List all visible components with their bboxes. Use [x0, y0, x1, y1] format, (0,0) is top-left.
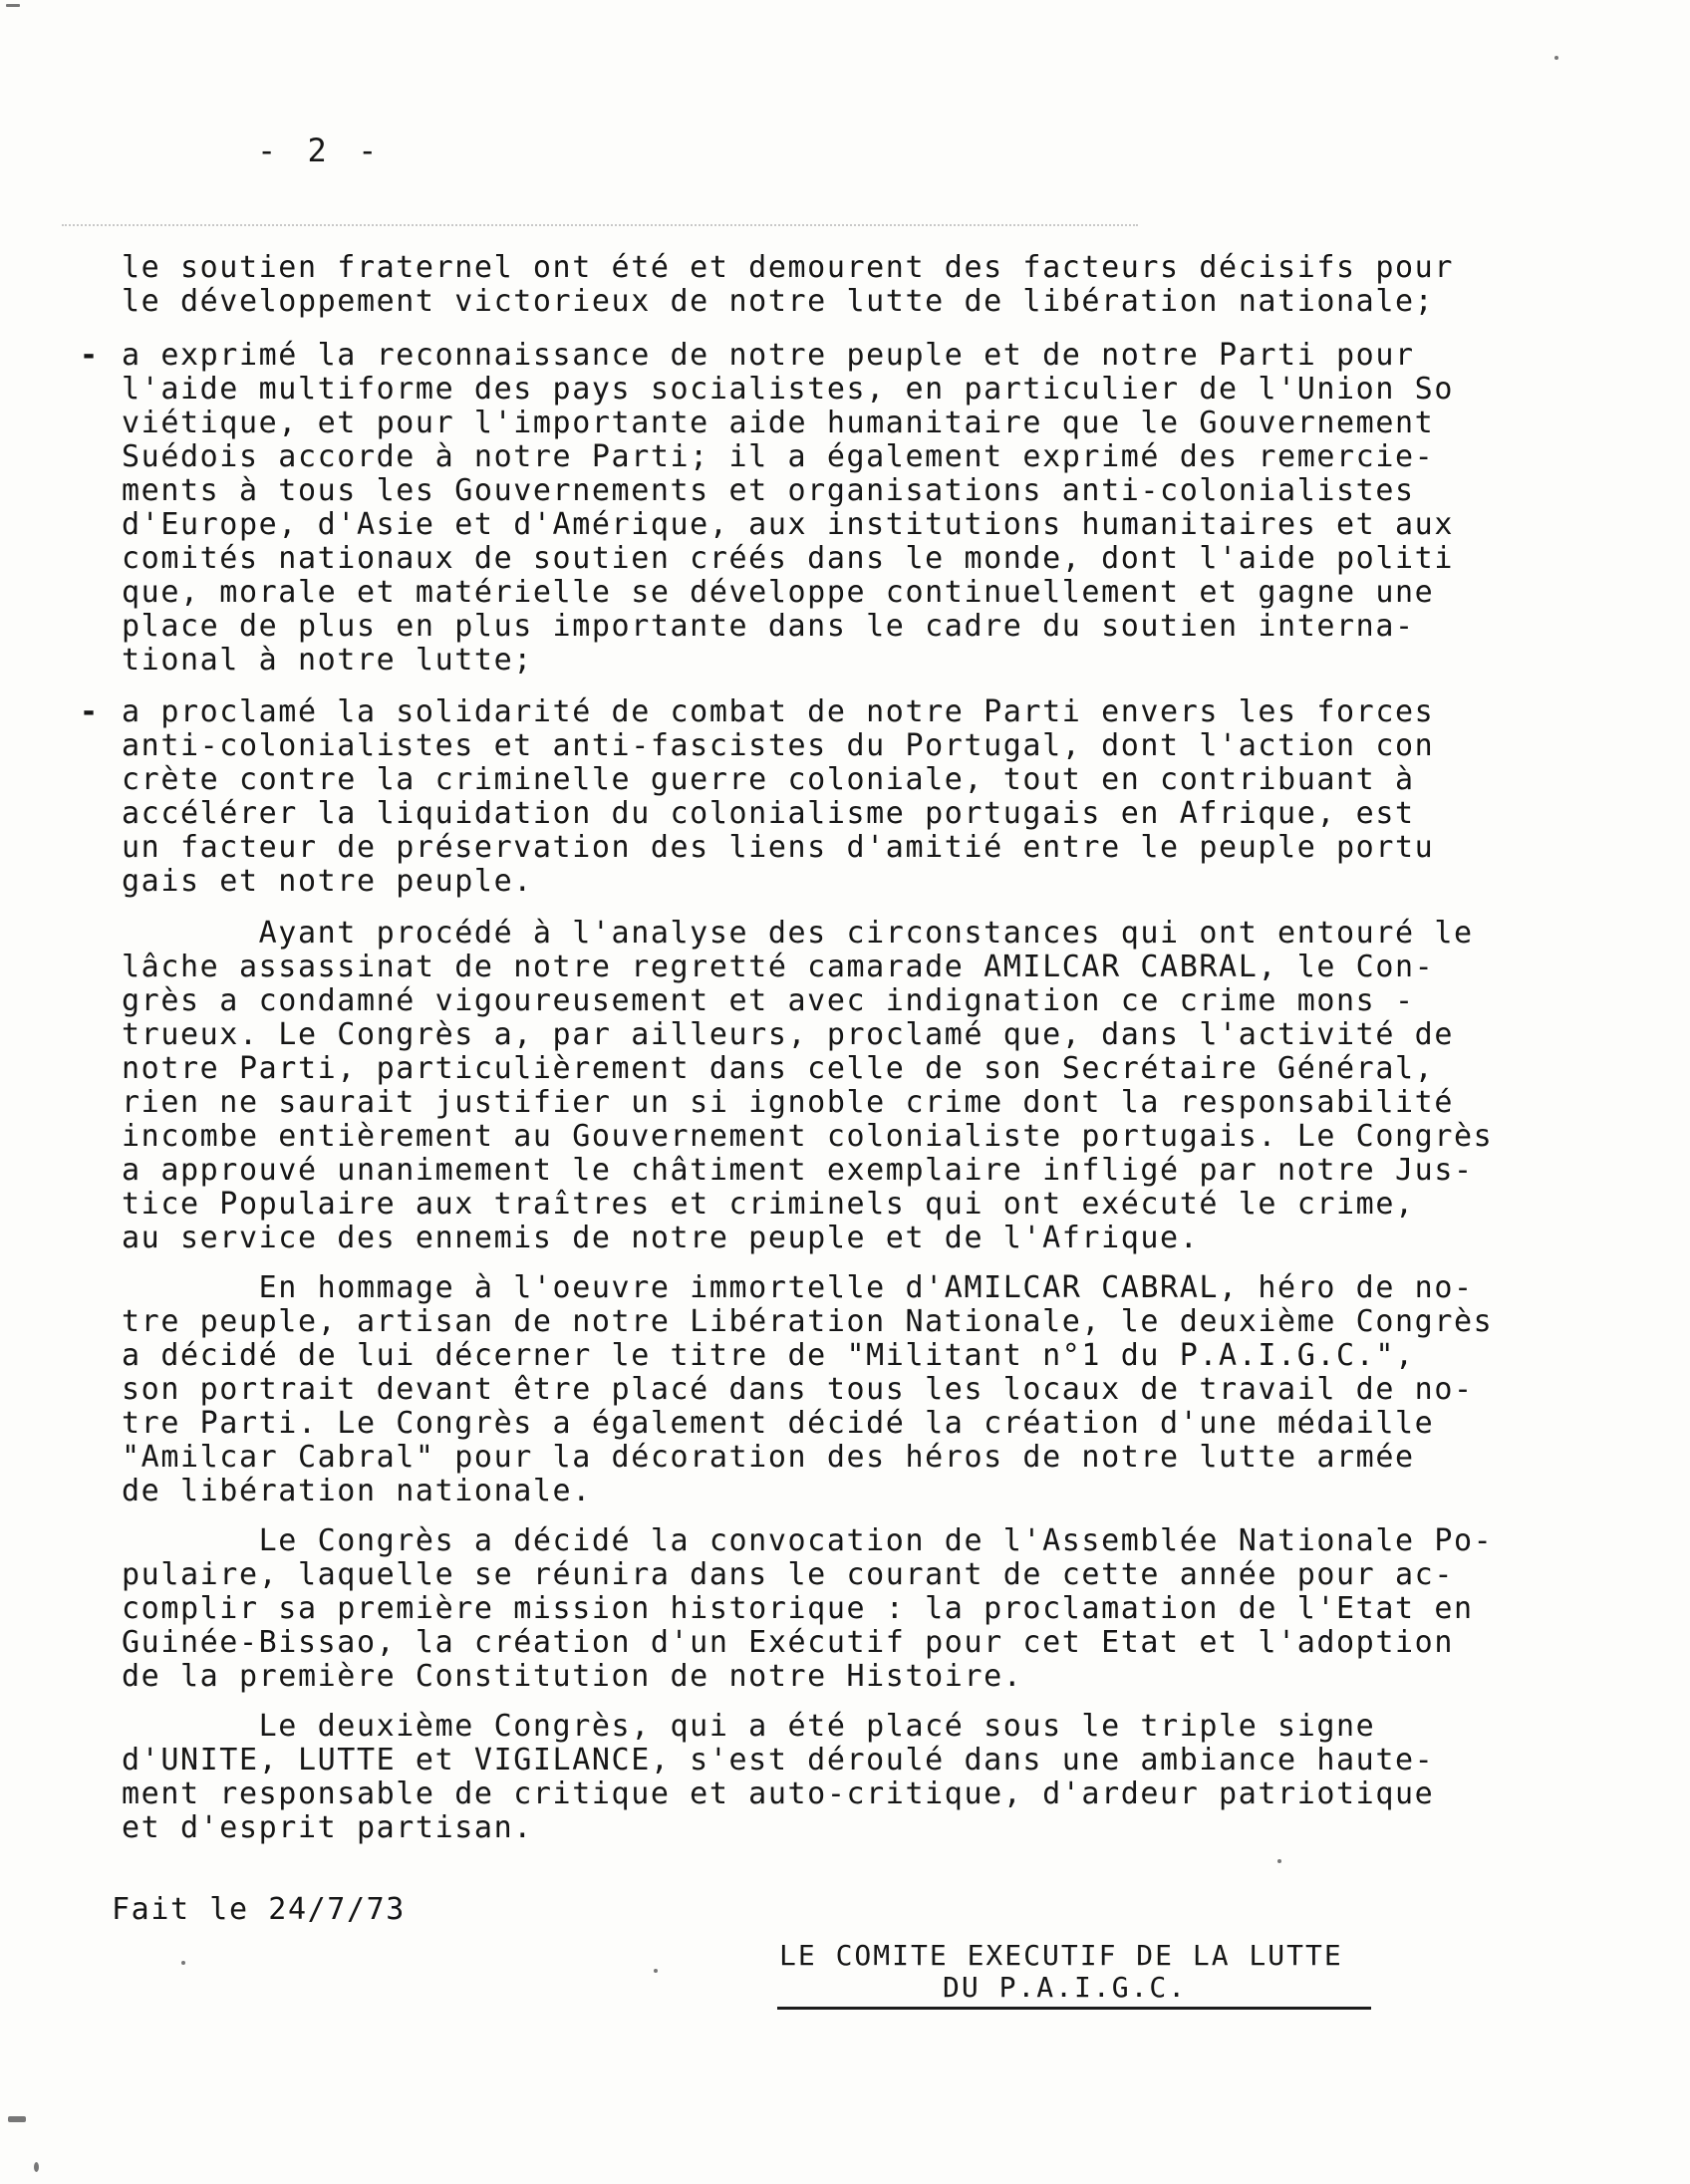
paragraph-line: tre peuple, artisan de notre Libération Nationale, le deuxième Congrès [122, 1304, 1494, 1339]
paragraph-line: trueux. Le Congrès a, par ailleurs, proclamé que, dans l'activité de [122, 1017, 1454, 1052]
scan-speck [1277, 1859, 1281, 1863]
bullet-line: que, morale et matérielle se développe continuellement et gagne une [122, 575, 1435, 610]
paragraph-line: Guinée-Bissao, la création d'un Exécutif pour cet Etat et l'adoption [122, 1625, 1454, 1660]
scan-speck [1554, 56, 1558, 60]
bullet-line: a exprimé la reconnaissance de notre peuple et de notre Parti pour [122, 338, 1415, 373]
scan-speck [181, 1961, 185, 1965]
date-line: Fait le 24/7/73 [112, 1892, 406, 1927]
paragraph-line: tice Populaire aux traîtres et criminels qui ont exécuté le crime, [122, 1187, 1415, 1222]
scan-artifact-line [62, 224, 1138, 226]
scan-speck [34, 2162, 39, 2172]
paragraph-line: d'UNITE, LUTTE et VIGILANCE, s'est déroulé dans une ambiance haute- [122, 1743, 1435, 1777]
paragraph-line: En hommage à l'oeuvre immortelle d'AMILCAR CABRAL, héro de no- [122, 1270, 1474, 1305]
paragraph-line: grès a condamné vigoureusement et avec indignation ce crime mons - [122, 983, 1415, 1018]
paragraph-line: a décidé de lui décerner le titre de "Militant n°1 du P.A.I.G.C.", [122, 1338, 1415, 1373]
bullet-line: place de plus en plus importante dans le cadre du soutien interna- [122, 609, 1415, 644]
bullet-line: anti-colonialistes et anti-fascistes du Portugal, dont l'action con [122, 728, 1435, 763]
bullet-line: viétique, et pour l'importante aide humanitaire que le Gouvernement [122, 406, 1435, 440]
bullet-line: comités nationaux de soutien créés dans le monde, dont l'aide politi [122, 541, 1454, 576]
paragraph-line: notre Parti, particulièrement dans celle de son Secrétaire Général, [122, 1051, 1435, 1086]
signature-underline [777, 2007, 1371, 2010]
paragraph-line: ment responsable de critique et auto-critique, d'ardeur patriotique [122, 1776, 1435, 1811]
paragraph-line: au service des ennemis de notre peuple et de l'Afrique. [122, 1221, 1200, 1255]
paragraph-line: et d'esprit partisan. [122, 1810, 533, 1845]
signature-line-2: DU P.A.I.G.C. [943, 1971, 1188, 2004]
bullet-line: un facteur de préservation des liens d'amitié entre le peuple portu [122, 830, 1435, 865]
page-number: - 2 - [257, 132, 384, 169]
paragraph-line: son portrait devant être placé dans tous les locaux de travail de no- [122, 1372, 1474, 1407]
paragraph-line: de libération nationale. [122, 1474, 592, 1508]
paragraph-line: lâche assassinat de notre regretté camarade AMILCAR CABRAL, le Con- [122, 950, 1435, 984]
bullet-line: gais et notre peuple. [122, 864, 533, 899]
bullet-line: ments à tous les Gouvernements et organisations anti-colonialistes [122, 473, 1415, 508]
paragraph-line: Ayant procédé à l'analyse des circonstances qui ont entouré le [122, 916, 1474, 951]
bullet-marker: - [80, 694, 99, 729]
bullet-line: a proclamé la solidarité de combat de notre Parti envers les forces [122, 694, 1435, 729]
bullet-line: crète contre la criminelle guerre coloniale, tout en contribuant à [122, 762, 1415, 797]
paragraph-line: a approuvé unanimement le châtiment exemplaire infligé par notre Jus- [122, 1153, 1474, 1188]
paragraph-line: de la première Constitution de notre Histoire. [122, 1659, 1023, 1694]
paragraph-line: rien ne saurait justifier un si ignoble crime dont la responsabilité [122, 1085, 1454, 1120]
bullet-line: l'aide multiforme des pays socialistes, en particulier de l'Union So [122, 372, 1454, 407]
paragraph-line: "Amilcar Cabral" pour la décoration des héros de notre lutte armée [122, 1440, 1415, 1475]
paragraph-line: Le Congrès a décidé la convocation de l'Assemblée Nationale Po- [122, 1523, 1494, 1558]
paragraph-line: Le deuxième Congrès, qui a été placé sous le triple signe [122, 1709, 1376, 1744]
scan-speck [8, 2116, 26, 2122]
bullet-line: tional à notre lutte; [122, 643, 533, 678]
scan-speck [654, 1969, 658, 1973]
bullet-line: accélérer la liquidation du colonialisme portugais en Afrique, est [122, 796, 1415, 831]
paragraph-line: incombe entièrement au Gouvernement colonialiste portugais. Le Congrès [122, 1119, 1494, 1154]
intro-line: le développement victorieux de notre lutte de libération nationale; [122, 284, 1435, 319]
paragraph-line: tre Parti. Le Congrès a également décidé la création d'une médaille [122, 1406, 1435, 1441]
bullet-line: d'Europe, d'Asie et d'Amérique, aux institutions humanitaires et aux [122, 507, 1454, 542]
signature-line-1: LE COMITE EXECUTIF DE LA LUTTE [779, 1939, 1343, 1972]
scan-speck [6, 4, 20, 7]
bullet-line: Suédois accorde à notre Parti; il a également exprimé des remercie- [122, 439, 1435, 474]
intro-line: le soutien fraternel ont été et demourent des facteurs décisifs pour [122, 250, 1454, 285]
bullet-marker: - [80, 338, 99, 373]
paragraph-line: pulaire, laquelle se réunira dans le courant de cette année pour ac- [122, 1557, 1454, 1592]
paragraph-line: complir sa première mission historique : la proclamation de l'Etat en [122, 1591, 1474, 1626]
